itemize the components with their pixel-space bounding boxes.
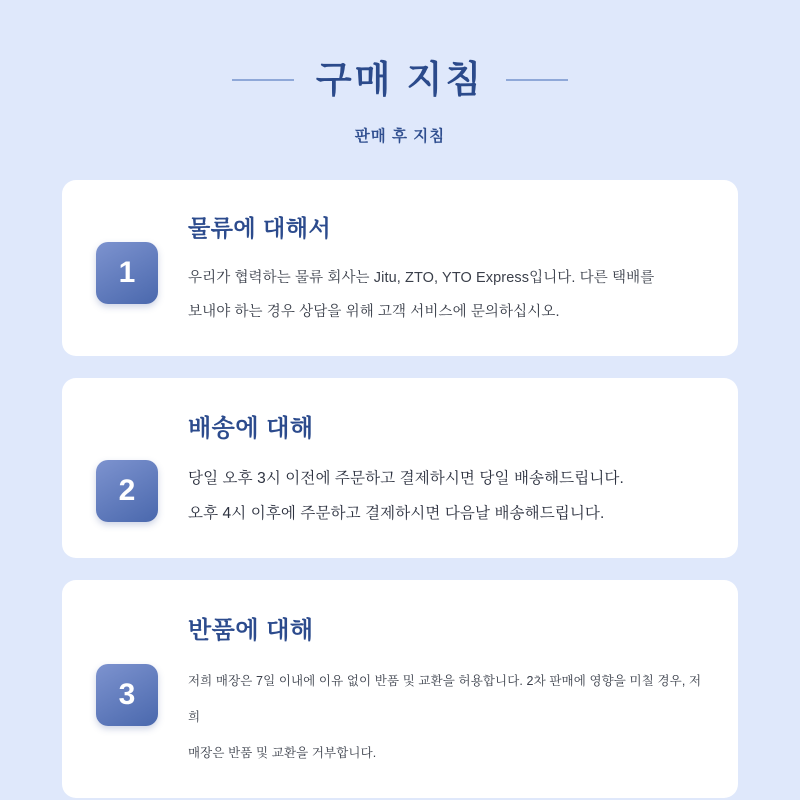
guide-card-body <box>158 606 708 772</box>
guide-card-body <box>158 206 654 329</box>
guide-card-returns <box>62 580 738 798</box>
page-subtitle: 판매 후 지침 <box>354 128 446 146</box>
guide-card-text-line: 우리가 협력하는 물류 회사는 Jitu, ZTO, YTO Express입니다. 다른 택배를 <box>188 270 655 287</box>
guide-card-shipping <box>62 378 738 558</box>
guide-card-logistics <box>62 180 738 355</box>
guide-card-text-line: 저희 매장은 7일 이내에 이유 없이 반품 및 교환을 허용합니다. 2차 판매에 영향을 미칠 경우, 저희 <box>188 673 702 725</box>
guide-card-list <box>62 180 738 797</box>
guide-card-text-line: 오후 4시 이후에 주문하고 결제하시면 다음날 배송해드립니다. <box>188 505 605 523</box>
page-title: 구매 지침 <box>315 59 485 100</box>
guide-card-title: 배송에 대해 <box>188 414 314 442</box>
title-row <box>62 58 738 102</box>
page-header <box>62 0 738 146</box>
guide-card-number: 3 <box>96 664 158 726</box>
guide-card-number: 1 <box>96 242 158 304</box>
guide-card-number: 2 <box>96 460 158 522</box>
title-divider-left <box>232 79 294 81</box>
guide-card-text-line: 매장은 반품 및 교환을 거부합니다. <box>188 746 377 761</box>
guide-card-text-line: 보내야 하는 경우 상담을 위해 고객 서비스에 문의하십시오. <box>188 304 560 321</box>
guide-card-title: 반품에 대해 <box>188 616 314 644</box>
guide-card-title: 물류에 대해서 <box>188 215 332 242</box>
guide-card-text-line: 당일 오후 3시 이전에 주문하고 결제하시면 당일 배송해드립니다. <box>188 469 624 487</box>
title-divider-right <box>506 79 568 81</box>
guide-card-body <box>158 404 624 532</box>
